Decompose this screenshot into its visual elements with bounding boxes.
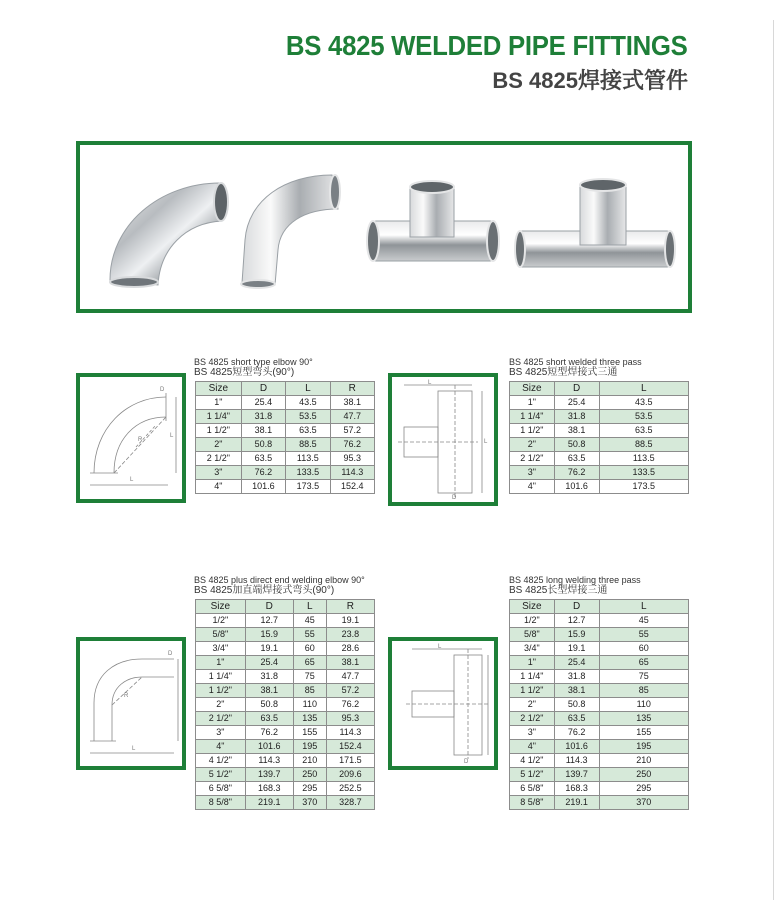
table-cell: 3" [510, 726, 555, 740]
table-cell: 295 [599, 782, 689, 796]
caption-cn: BS 4825加直端焊接式弯头(90°) [194, 585, 335, 596]
page-title: BS 4825 WELDED PIPE FITTINGS [286, 30, 688, 61]
table-row [196, 424, 375, 438]
column-header: D [554, 600, 599, 614]
table-cell: 101.6 [554, 480, 599, 494]
table-cell: 31.8 [241, 410, 285, 424]
table-cell: 31.8 [245, 670, 293, 684]
caption-en: BS 4825 short type elbow 90° [194, 357, 313, 367]
table-cell: 31.8 [554, 410, 599, 424]
table-cell: 1 1/4" [196, 410, 242, 424]
column-header: Size [510, 382, 555, 396]
table-row [510, 480, 689, 494]
table-cell: 1 1/2" [196, 684, 246, 698]
table-cell: 57.2 [326, 684, 374, 698]
column-header: L [599, 382, 689, 396]
table-cell: 50.8 [554, 438, 599, 452]
table-cell: 135 [293, 712, 326, 726]
table-cell: 5 1/2" [510, 768, 555, 782]
table-cell: 65 [599, 656, 689, 670]
table-cell: 1/2" [196, 614, 246, 628]
table-cell: 55 [293, 628, 326, 642]
table-cell: 250 [293, 768, 326, 782]
table-cell: 76.2 [241, 466, 285, 480]
caption-en: BS 4825 short welded three pass [509, 357, 642, 367]
table-cell: 25.4 [241, 396, 285, 410]
table-cell: 8 5/8" [196, 796, 246, 810]
table-row [196, 712, 375, 726]
table-row [196, 614, 375, 628]
table-cell: 139.7 [554, 768, 599, 782]
column-header: Size [196, 382, 242, 396]
table-cell: 60 [293, 642, 326, 656]
column-header: D [241, 382, 285, 396]
table-cell: 114.3 [330, 466, 374, 480]
table-cell: 75 [599, 670, 689, 684]
table-cell: 133.5 [599, 466, 689, 480]
table-cell: 38.1 [554, 684, 599, 698]
table-cell: 19.1 [326, 614, 374, 628]
table-row [196, 782, 375, 796]
table-row [510, 410, 689, 424]
table-row [510, 726, 689, 740]
short-tee-drawing [392, 377, 494, 502]
table-cell: 63.5 [245, 712, 293, 726]
table-cell: 88.5 [599, 438, 689, 452]
table-row [196, 684, 375, 698]
table-cell: 19.1 [554, 642, 599, 656]
table-cell: 53.5 [286, 410, 330, 424]
table-cell: 85 [599, 684, 689, 698]
table-row [510, 642, 689, 656]
table-cell: 2 1/2" [196, 712, 246, 726]
table-cell: 28.6 [326, 642, 374, 656]
table-cell: 171.5 [326, 754, 374, 768]
table-cell: 210 [293, 754, 326, 768]
table-cell: 95.3 [330, 452, 374, 466]
table-cell: 50.8 [245, 698, 293, 712]
table-cell: 209.6 [326, 768, 374, 782]
table-cell: 2 1/2" [510, 712, 555, 726]
table-cell: 370 [293, 796, 326, 810]
table-cell: 38.1 [326, 656, 374, 670]
page-subtitle: BS 4825焊接式管件 [492, 68, 688, 93]
short-tee-photo [367, 181, 499, 261]
table-cell: 210 [599, 754, 689, 768]
table-cell: 43.5 [599, 396, 689, 410]
dimension-label-l: L [438, 644, 442, 650]
table-cell: 2" [196, 438, 242, 452]
table-cell: 50.8 [554, 698, 599, 712]
product-photos [80, 145, 688, 309]
table-row [510, 684, 689, 698]
table-row [510, 740, 689, 754]
table-cell: 19.1 [245, 642, 293, 656]
table-cell: 110 [293, 698, 326, 712]
column-header: L [599, 600, 689, 614]
long-tee-spec-table [509, 599, 689, 810]
table-cell: 76.2 [245, 726, 293, 740]
table-row [510, 452, 689, 466]
short-elbow-drawing [80, 377, 182, 499]
table-cell: 3" [196, 726, 246, 740]
table-row [196, 768, 375, 782]
dimension-label-l: L [428, 380, 432, 386]
table-cell: 57.2 [330, 424, 374, 438]
table-row [196, 740, 375, 754]
short-tee-spec-table [509, 381, 689, 494]
table-cell: 155 [293, 726, 326, 740]
table-cell: 1 1/2" [196, 424, 242, 438]
table-cell: 12.7 [245, 614, 293, 628]
table-cell: 25.4 [554, 656, 599, 670]
table-cell: 152.4 [326, 740, 374, 754]
dimension-label-d: D [160, 387, 165, 393]
table-cell: 60 [599, 642, 689, 656]
table-cell: 139.7 [245, 768, 293, 782]
table-cell: 38.1 [554, 424, 599, 438]
table-row [510, 698, 689, 712]
table-cell: 5 1/2" [196, 768, 246, 782]
dimension-label-r: R [124, 693, 129, 699]
table-cell: 1 1/4" [510, 670, 555, 684]
table-cell: 114.3 [245, 754, 293, 768]
table-cell: 295 [293, 782, 326, 796]
dimension-label-d: D [168, 651, 173, 657]
table-cell: 1 1/4" [510, 410, 555, 424]
table-row [510, 796, 689, 810]
table-header-row [196, 382, 375, 396]
table-cell: 113.5 [599, 452, 689, 466]
short-elbow-caption [194, 357, 313, 378]
column-header: L [286, 382, 330, 396]
table-cell: 114.3 [326, 726, 374, 740]
table-cell: 133.5 [286, 466, 330, 480]
column-header: D [554, 382, 599, 396]
column-header: D [245, 600, 293, 614]
table-cell: 2" [510, 438, 555, 452]
table-row [510, 754, 689, 768]
table-cell: 25.4 [245, 656, 293, 670]
table-row [196, 480, 375, 494]
column-header: R [330, 382, 374, 396]
table-cell: 15.9 [245, 628, 293, 642]
table-cell: 219.1 [245, 796, 293, 810]
table-cell: 155 [599, 726, 689, 740]
table-cell: 50.8 [241, 438, 285, 452]
table-row [510, 782, 689, 796]
table-cell: 5/8" [196, 628, 246, 642]
table-row [510, 438, 689, 452]
table-cell: 1 1/2" [510, 424, 555, 438]
table-row [510, 712, 689, 726]
table-cell: 12.7 [554, 614, 599, 628]
table-header-row [510, 382, 689, 396]
table-cell: 4" [196, 480, 242, 494]
table-cell: 76.2 [554, 726, 599, 740]
table-cell: 114.3 [554, 754, 599, 768]
short-tee-caption [509, 357, 642, 378]
long-elbow-photo [241, 175, 340, 288]
table-cell: 250 [599, 768, 689, 782]
table-cell: 101.6 [241, 480, 285, 494]
short-elbow-spec-table [195, 381, 375, 494]
table-cell: 45 [293, 614, 326, 628]
table-row [510, 424, 689, 438]
table-row [510, 614, 689, 628]
table-cell: 1 1/4" [196, 670, 246, 684]
caption-cn: BS 4825短型焊接式三通 [509, 367, 618, 378]
table-cell: 25.4 [554, 396, 599, 410]
table-row [510, 656, 689, 670]
dimension-label-l: L [130, 477, 134, 483]
table-cell: 38.1 [330, 396, 374, 410]
long-tee-drawing [392, 641, 494, 766]
caption-cn: BS 4825短型弯头(90°) [194, 367, 295, 378]
table-cell: 2 1/2" [196, 452, 242, 466]
table-cell: 76.2 [330, 438, 374, 452]
table-cell: 65 [293, 656, 326, 670]
table-cell: 3" [510, 466, 555, 480]
table-header-row [510, 600, 689, 614]
table-cell: 31.8 [554, 670, 599, 684]
table-cell: 4" [196, 740, 246, 754]
table-cell: 101.6 [245, 740, 293, 754]
table-cell: 3/4" [510, 642, 555, 656]
table-cell: 1" [510, 656, 555, 670]
table-row [196, 698, 375, 712]
table-cell: 3/4" [196, 642, 246, 656]
table-row [510, 396, 689, 410]
table-cell: 135 [599, 712, 689, 726]
table-cell: 43.5 [286, 396, 330, 410]
column-header: R [326, 600, 374, 614]
long-tee-caption [509, 575, 641, 596]
table-cell: 63.5 [241, 452, 285, 466]
table-row [196, 754, 375, 768]
table-cell: 6 5/8" [196, 782, 246, 796]
table-cell: 1" [196, 396, 242, 410]
table-cell: 252.5 [326, 782, 374, 796]
table-cell: 23.8 [326, 628, 374, 642]
short-elbow-photo [110, 183, 228, 287]
table-cell: 168.3 [245, 782, 293, 796]
table-row [196, 410, 375, 424]
table-cell: 85 [293, 684, 326, 698]
table-row [510, 670, 689, 684]
table-cell: 195 [293, 740, 326, 754]
table-cell: 63.5 [554, 712, 599, 726]
dimension-label-d: D [464, 759, 469, 765]
table-cell: 4 1/2" [196, 754, 246, 768]
table-cell: 3" [196, 466, 242, 480]
column-header: L [293, 600, 326, 614]
table-row [196, 466, 375, 480]
table-row [196, 796, 375, 810]
table-row [510, 466, 689, 480]
product-photo-panel [76, 141, 692, 313]
table-cell: 370 [599, 796, 689, 810]
table-cell: 2 1/2" [510, 452, 555, 466]
table-header-row [196, 600, 375, 614]
table-cell: 88.5 [286, 438, 330, 452]
table-cell: 8 5/8" [510, 796, 555, 810]
table-cell: 38.1 [245, 684, 293, 698]
table-row [196, 670, 375, 684]
table-row [196, 726, 375, 740]
table-cell: 76.2 [554, 466, 599, 480]
dimension-label-d: D [452, 495, 457, 501]
table-cell: 1" [196, 656, 246, 670]
table-cell: 76.2 [326, 698, 374, 712]
table-cell: 1" [510, 396, 555, 410]
table-row [196, 656, 375, 670]
caption-en: BS 4825 long welding three pass [509, 575, 641, 585]
table-cell: 75 [293, 670, 326, 684]
table-cell: 47.7 [330, 410, 374, 424]
direct-end-elbow-diagram-panel [76, 637, 186, 770]
table-cell: 2" [196, 698, 246, 712]
short-tee-diagram-panel [388, 373, 498, 506]
table-cell: 173.5 [286, 480, 330, 494]
table-cell: 113.5 [286, 452, 330, 466]
dimension-label-l-vertical: L [170, 433, 174, 439]
table-row [510, 628, 689, 642]
table-cell: 4" [510, 480, 555, 494]
table-cell: 53.5 [599, 410, 689, 424]
table-cell: 195 [599, 740, 689, 754]
table-cell: 2" [510, 698, 555, 712]
table-cell: 110 [599, 698, 689, 712]
table-cell: 63.5 [599, 424, 689, 438]
column-header: Size [510, 600, 555, 614]
page-edge-line [773, 20, 774, 900]
long-tee-photo [515, 179, 675, 267]
table-cell: 47.7 [326, 670, 374, 684]
table-row [196, 642, 375, 656]
caption-en: BS 4825 plus direct end welding elbow 90° [194, 575, 365, 585]
table-cell: 5/8" [510, 628, 555, 642]
short-elbow-diagram-panel [76, 373, 186, 503]
table-cell: 152.4 [330, 480, 374, 494]
dimension-label-l: L [132, 746, 136, 752]
table-row [196, 438, 375, 452]
direct-end-elbow-drawing [80, 641, 182, 766]
long-tee-diagram-panel [388, 637, 498, 770]
table-cell: 4" [510, 740, 555, 754]
table-cell: 63.5 [554, 452, 599, 466]
table-cell: 219.1 [554, 796, 599, 810]
dimension-label-r: R [138, 437, 143, 443]
table-row [196, 452, 375, 466]
table-cell: 15.9 [554, 628, 599, 642]
table-cell: 173.5 [599, 480, 689, 494]
table-row [196, 396, 375, 410]
table-cell: 38.1 [241, 424, 285, 438]
table-cell: 1/2" [510, 614, 555, 628]
table-cell: 101.6 [554, 740, 599, 754]
table-row [196, 628, 375, 642]
table-cell: 95.3 [326, 712, 374, 726]
column-header: Size [196, 600, 246, 614]
table-cell: 328.7 [326, 796, 374, 810]
direct-end-elbow-caption [194, 575, 365, 596]
table-cell: 168.3 [554, 782, 599, 796]
table-cell: 55 [599, 628, 689, 642]
direct-end-elbow-spec-table [195, 599, 375, 810]
table-cell: 45 [599, 614, 689, 628]
table-row [510, 768, 689, 782]
table-cell: 63.5 [286, 424, 330, 438]
dimension-label-l-vertical: L [484, 439, 488, 445]
caption-cn: BS 4825长型焊接三通 [509, 585, 608, 596]
table-cell: 6 5/8" [510, 782, 555, 796]
table-cell: 4 1/2" [510, 754, 555, 768]
table-cell: 1 1/2" [510, 684, 555, 698]
